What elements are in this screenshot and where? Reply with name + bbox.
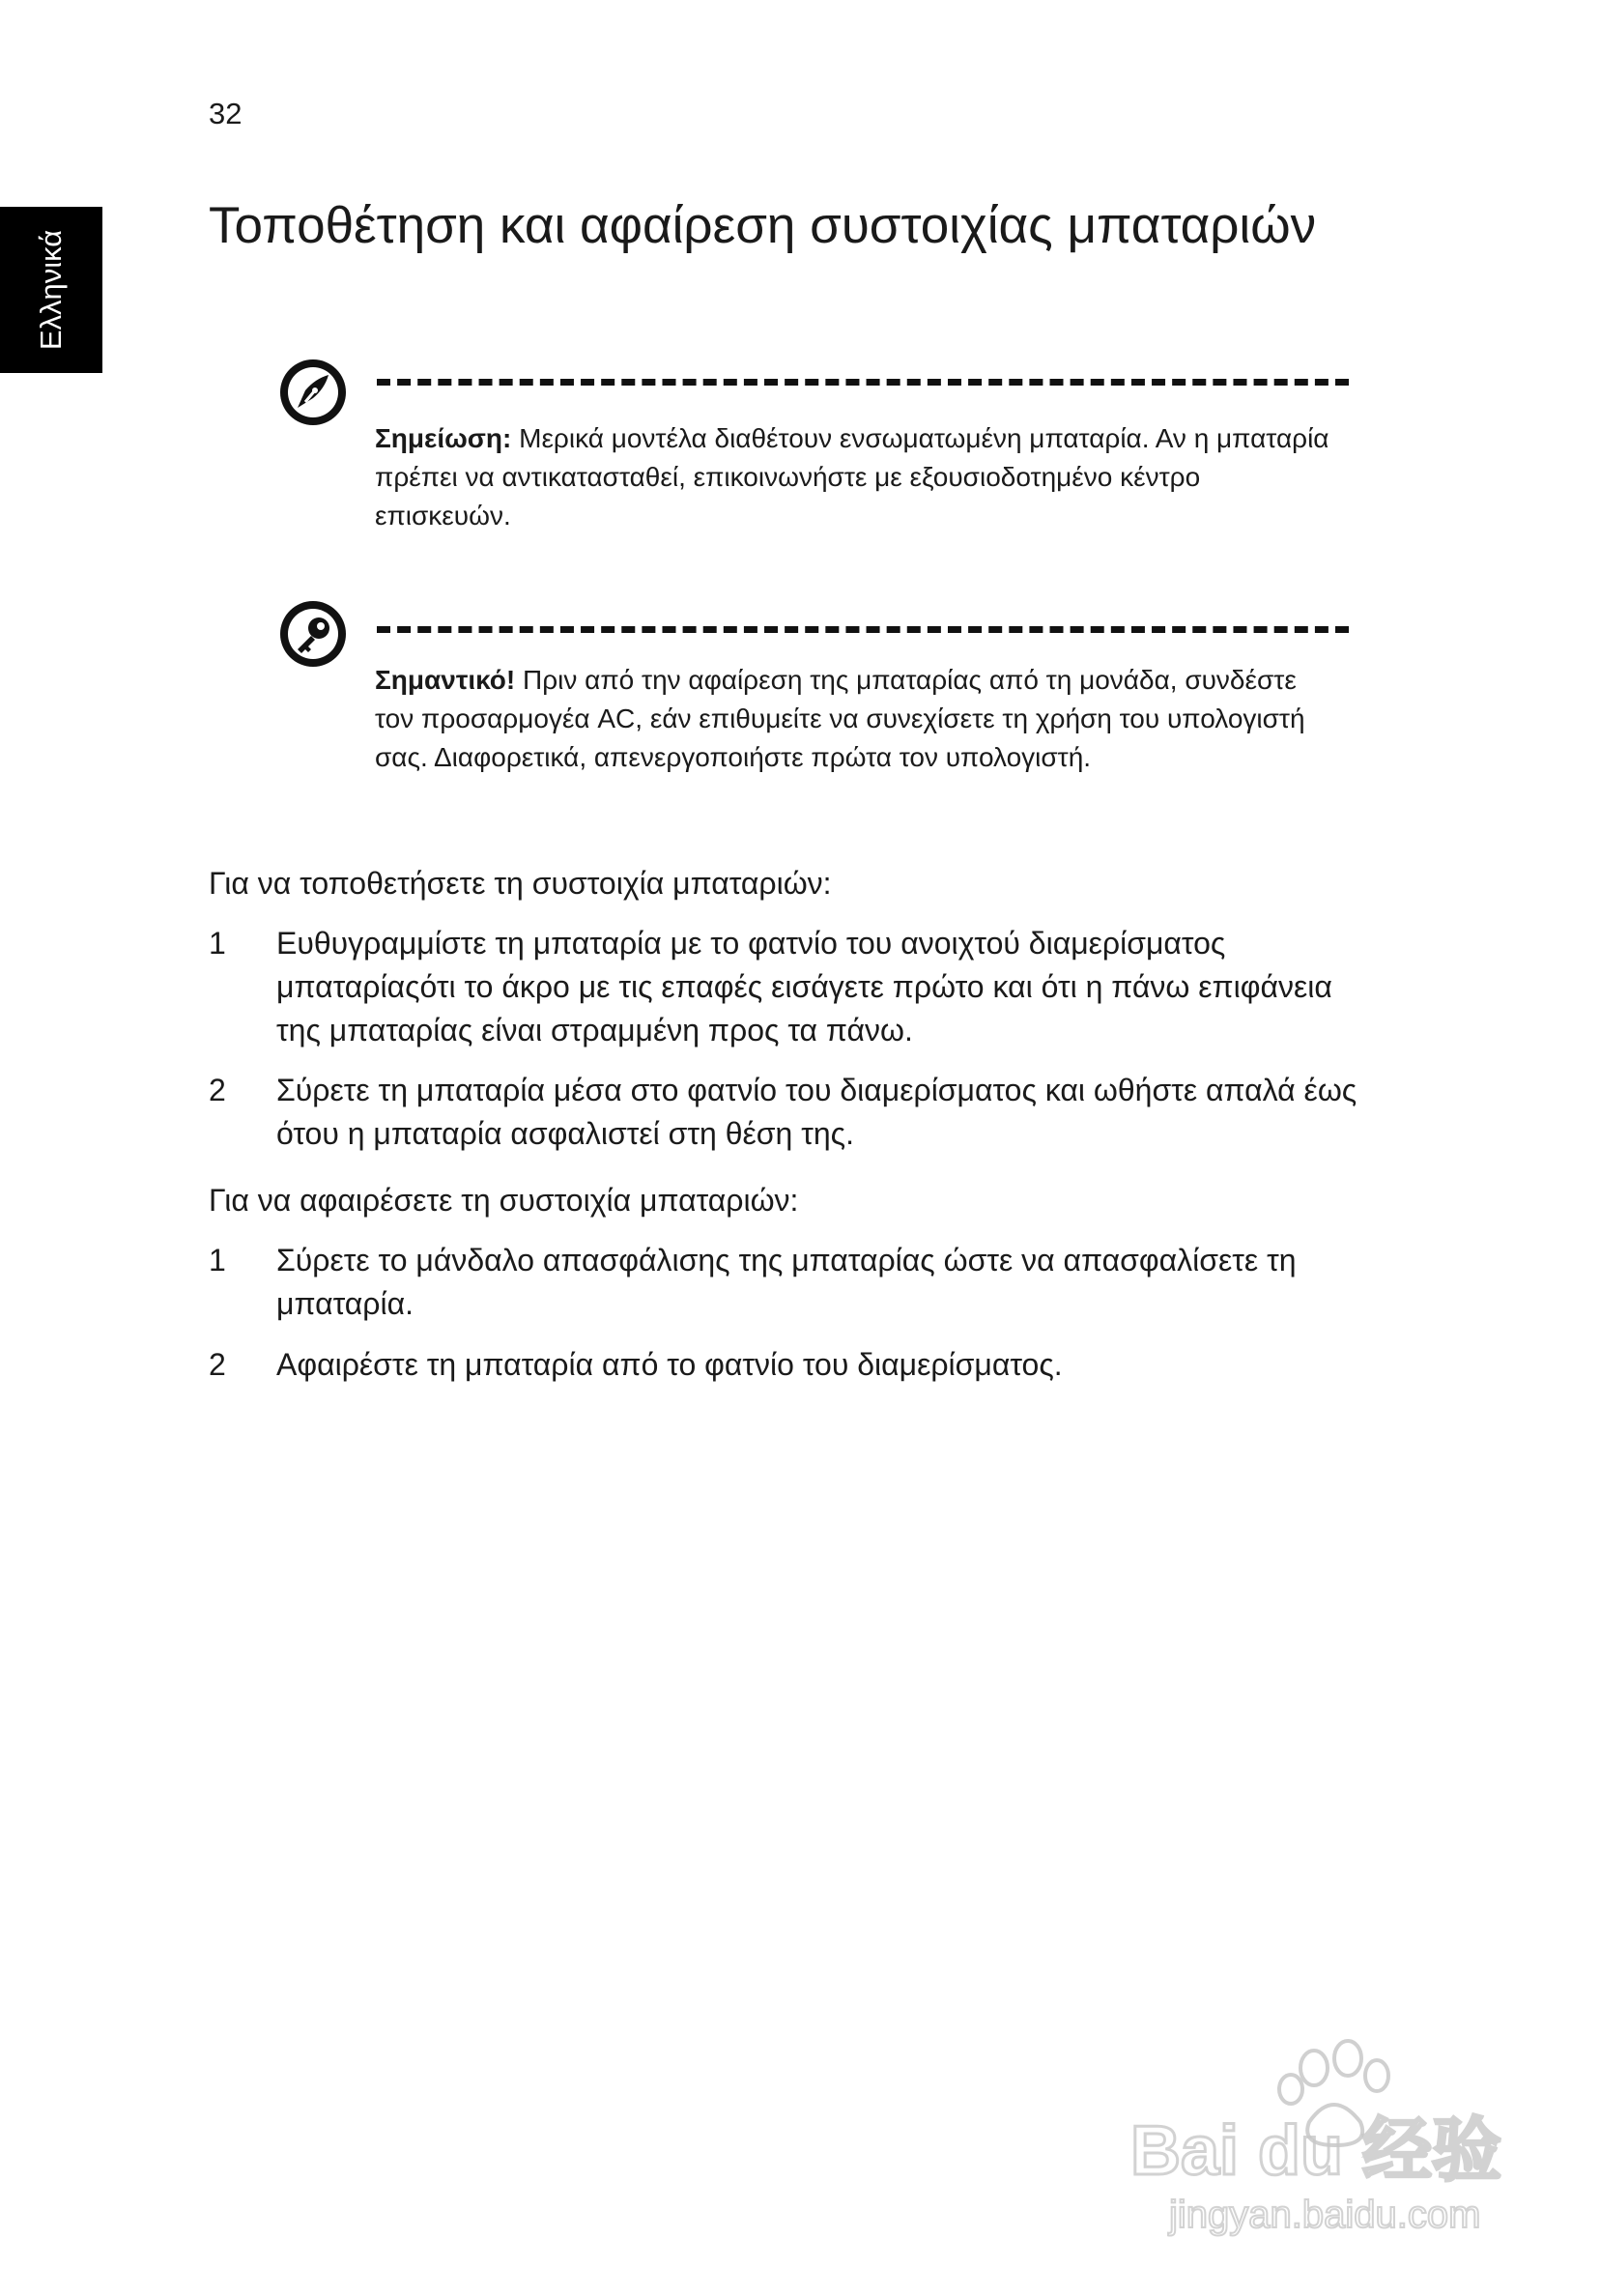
important-label: Σημαντικό!	[375, 665, 516, 695]
pen-icon	[276, 356, 350, 429]
note-label: Σημείωση:	[375, 423, 512, 453]
important-text	[375, 661, 1331, 777]
install-intro: Για να τοποθετήσετε τη συστοιχία μπαταριών:	[209, 866, 832, 901]
remove-intro: Για να αφαιρέσετε τη συστοιχία μπαταριών:	[209, 1183, 799, 1218]
step-text: Σύρετε το μάνδαλο απασφάλισης της μπαταρίας ώστε να απασφαλίσετε τη μπαταρία.	[276, 1243, 1297, 1321]
step-text: Ευθυγραμμίστε τη μπαταρία με το φατνίο του ανοιχτού διαμερίσματος μπαταρίαςότι το άκρο με τις επαφές εισάγετε πρώτο και ότι η πάνω επιφάνεια της μπαταρίας είναι στραμμένη προς τα πάνω.	[276, 926, 1332, 1048]
step-text: Αφαιρέστε τη μπαταρία από το φατνίο του διαμερίσματος.	[276, 1347, 1063, 1382]
dashed-divider	[377, 626, 1349, 633]
svg-text:Bai du 经验: Bai du 经验	[1130, 2112, 1502, 2190]
language-label: Ελληνικά	[34, 229, 68, 351]
baidu-watermark-logo	[1111, 2029, 1517, 2242]
key-icon	[276, 597, 350, 671]
important-callout	[276, 597, 1349, 829]
svg-text:jingyan.baidu.com: jingyan.baidu.com	[1169, 2194, 1481, 2236]
language-side-tab	[0, 207, 102, 373]
note-callout	[276, 356, 1349, 549]
note-text	[375, 419, 1331, 535]
important-body: Πριν από την αφαίρεση της μπαταρίας από τη μονάδα, συνδέστε τον προσαρμογέα AC, εάν επιθυμείτε να συνεχίσετε τη χρήση του υπολογιστή σας. Διαφορετικά, απενεργοποιήστε πρώτα τον υπολογιστή.	[375, 665, 1305, 772]
note-body: Μερικά μοντέλα διαθέτουν ενσωματωμένη μπαταρία. Αν η μπαταρία πρέπει να αντικατασταθεί, επικοινωνήστε με εξουσιοδοτημένο κέντρο επισκευών.	[375, 423, 1329, 531]
page-title: Τοποθέτηση και αφαίρεση συστοιχίας μπαταριών	[209, 197, 1317, 254]
step-number: 2	[209, 1073, 226, 1107]
page-number: 32	[209, 97, 243, 130]
step-number: 1	[209, 926, 226, 961]
dashed-divider	[377, 379, 1349, 386]
step-number: 1	[209, 1243, 226, 1277]
step-number: 2	[209, 1347, 226, 1382]
step-text: Σύρετε τη μπαταρία μέσα στο φατνίο του διαμερίσματος και ωθήστε απαλά έως ότου η μπαταρία ασφαλιστεί στη θέση της.	[276, 1073, 1357, 1151]
